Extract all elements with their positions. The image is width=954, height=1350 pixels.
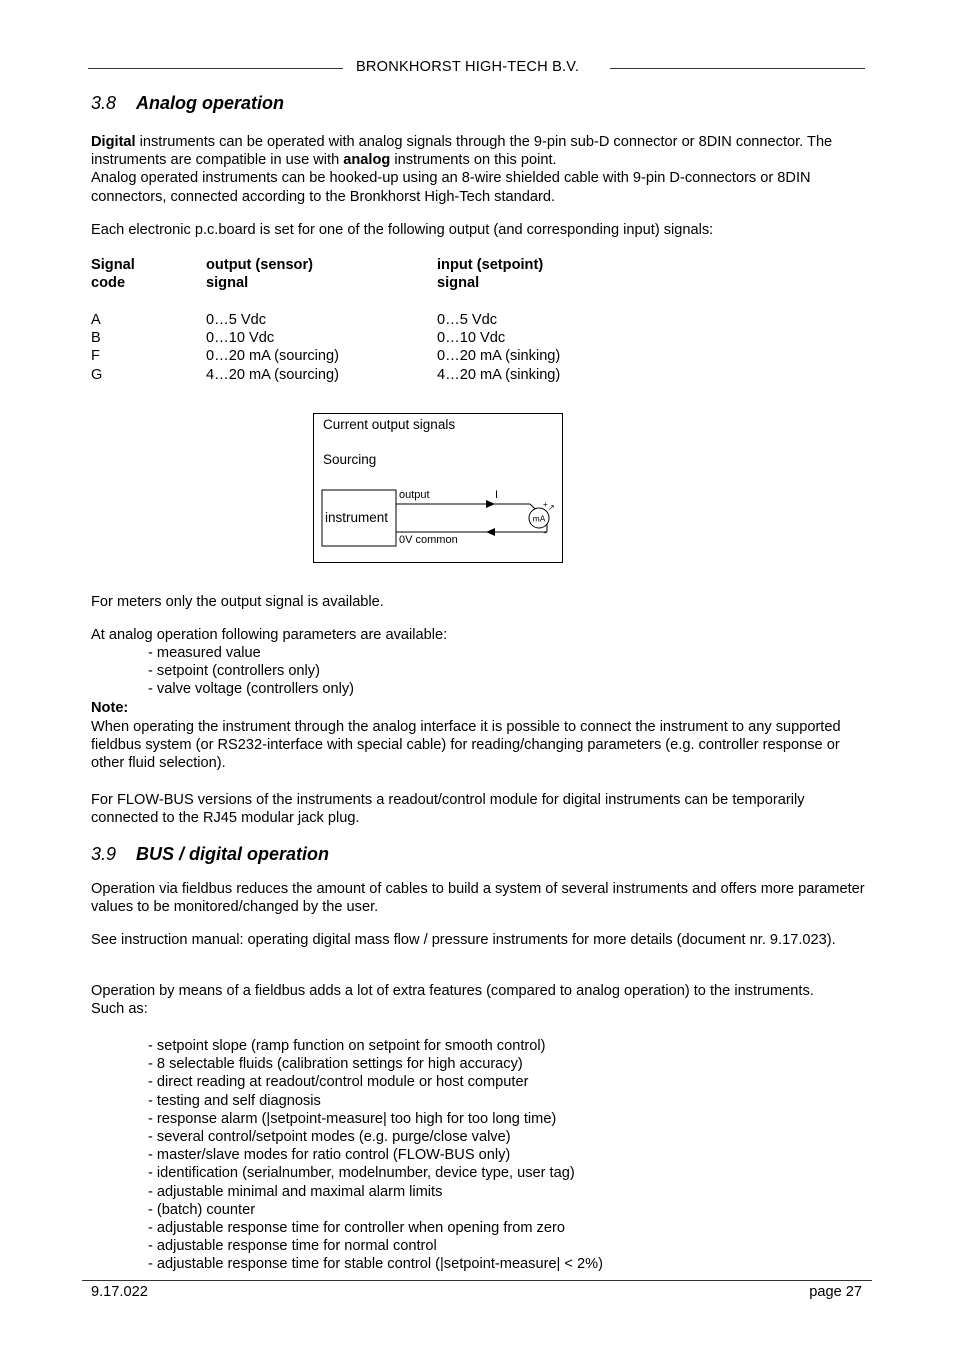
table-cell: 0…20 mA (sinking) bbox=[437, 348, 561, 365]
list-item: - setpoint (controllers only) bbox=[148, 663, 320, 680]
table-cell: B bbox=[91, 330, 101, 347]
table-column-code bbox=[91, 311, 102, 384]
list-item: - setpoint slope (ramp function on setpoint for smooth control) bbox=[148, 1038, 546, 1054]
footer-doc-number: 9.17.022 bbox=[91, 1284, 148, 1300]
table-column-output bbox=[206, 311, 339, 384]
table-cell: 0…5 Vdc bbox=[206, 312, 267, 328]
common-arrow bbox=[486, 528, 495, 536]
header-line: signal bbox=[437, 275, 480, 292]
note-label: Note: bbox=[91, 700, 129, 716]
table-cell: F bbox=[91, 348, 100, 365]
section-title: Analog operation bbox=[136, 93, 284, 113]
table-column-input bbox=[437, 311, 560, 384]
list-item: - master/slave modes for ratio control (FLOW-BUS only) bbox=[148, 1147, 511, 1164]
header-line: input (setpoint) bbox=[437, 257, 544, 273]
current-output-diagram bbox=[313, 413, 563, 563]
minus-sign: - bbox=[544, 528, 547, 537]
table-cell: 0…5 Vdc bbox=[437, 312, 498, 328]
list-item: - adjustable minimal and maximal alarm limits bbox=[148, 1183, 443, 1200]
header-rule-right bbox=[610, 68, 865, 69]
section-heading-3-8 bbox=[91, 92, 284, 114]
table-cell: 0…20 mA (sourcing) bbox=[206, 348, 340, 365]
bold-analog: analog bbox=[343, 152, 391, 169]
features-intro-text: Operation by means of a fieldbus adds a lot of extra features (compared to analog operation) to the instruments. bbox=[91, 983, 814, 999]
table-header-output bbox=[206, 256, 313, 292]
fieldbus-paragraph: Operation via fieldbus reduces the amount of cables to build a system of several instruments and offers more parameter values to be monitored/changed by the user. bbox=[91, 881, 865, 916]
footer-rule bbox=[82, 1280, 872, 1281]
common-label: 0V common bbox=[399, 534, 458, 546]
ammeter-label: mA bbox=[532, 513, 546, 524]
features-intro bbox=[91, 982, 871, 1018]
list-item: - adjustable response time for stable control (|setpoint-measure| < 2%) bbox=[148, 1256, 603, 1273]
header-rule-left bbox=[88, 68, 343, 69]
list-item: - adjustable response time for controller when opening from zero bbox=[148, 1220, 565, 1237]
table-cell: 4…20 mA (sinking) bbox=[437, 366, 561, 383]
plus-sign: + bbox=[543, 500, 548, 509]
list-item: - direct reading at readout/control module or host computer bbox=[148, 1074, 529, 1091]
current-label: I bbox=[495, 489, 499, 501]
diagram-title: Current output signals bbox=[323, 417, 456, 432]
section-number: 3.9 bbox=[91, 844, 117, 864]
list-item: - adjustable response time for normal control bbox=[148, 1238, 437, 1255]
intro-text-3: Analog operated instruments can be hooked-up using an 8-wire shielded cable with 9-pin D-connectors or 8DIN connectors, connected according to the Bronkhorst High-Tech standard. bbox=[91, 170, 811, 205]
list-item: - valve voltage (controllers only) bbox=[148, 681, 355, 698]
header-company: BRONKHORST HIGH-TECH B.V. bbox=[356, 59, 580, 75]
bold-digital: Digital bbox=[91, 134, 136, 150]
feature-list bbox=[148, 1037, 603, 1274]
parameter-list bbox=[148, 644, 354, 699]
table-cell: 4…20 mA (sourcing) bbox=[206, 366, 340, 383]
footer-page-number: page 27 bbox=[809, 1284, 862, 1300]
table-header-code bbox=[91, 256, 135, 292]
analog-intro-paragraph bbox=[91, 133, 871, 206]
diagram-subtitle: Sourcing bbox=[323, 452, 377, 467]
parameters-intro: At analog operation following parameters are available: bbox=[91, 627, 448, 643]
header-line: Signal bbox=[91, 257, 135, 273]
table-cell: 0…10 Vdc bbox=[206, 330, 275, 347]
meters-paragraph: For meters only the output signal is available. bbox=[91, 594, 384, 610]
table-cell: 0…10 Vdc bbox=[437, 330, 506, 347]
section-number: 3.8 bbox=[91, 93, 117, 113]
table-cell: A bbox=[91, 312, 101, 328]
list-item: - measured value bbox=[148, 645, 261, 661]
list-item: - testing and self diagnosis bbox=[148, 1092, 321, 1109]
flowbus-paragraph: For FLOW-BUS versions of the instruments a readout/control module for digital instruments can be temporarily connected to the RJ45 modular jack plug. bbox=[91, 792, 805, 827]
header-line: code bbox=[91, 275, 126, 292]
instrument-label: instrument bbox=[325, 510, 389, 525]
list-item: - response alarm (|setpoint-measure| too high for too long time) bbox=[148, 1110, 557, 1127]
note-text: When operating the instrument through the analog interface it is possible to connect the instrument to any supported fieldbus system (or RS232-interface with special cable) for reading/changing parameters (e.g. controller response or other fluid selection). bbox=[91, 719, 841, 772]
arrow-tick: ↗ bbox=[548, 503, 555, 512]
output-arrow bbox=[486, 500, 495, 508]
header-line: signal bbox=[206, 275, 249, 292]
intro-text-1: instruments can be operated with analog signals through the 9-pin sub-D connector or 8DIN connector. The instruments are compatible in use with bbox=[91, 134, 833, 169]
list-item: - identification (serialnumber, modelnumber, device type, user tag) bbox=[148, 1165, 575, 1182]
list-item: - (batch) counter bbox=[148, 1201, 256, 1218]
section-title: BUS / digital operation bbox=[136, 844, 330, 864]
table-header-input bbox=[437, 256, 543, 292]
list-item: - 8 selectable fluids (calibration settings for high accuracy) bbox=[148, 1056, 523, 1073]
header-line: output (sensor) bbox=[206, 257, 314, 273]
list-item: - several control/setpoint modes (e.g. purge/close valve) bbox=[148, 1129, 511, 1146]
signals-intro-paragraph: Each electronic p.c.board is set for one of the following output (and corresponding input) signals: bbox=[91, 222, 714, 238]
such-as: Such as: bbox=[91, 1001, 148, 1018]
manual-paragraph: See instruction manual: operating digital mass flow / pressure instruments for more details (document nr. 9.17.023). bbox=[91, 932, 836, 948]
intro-text-2: instruments on this point. bbox=[390, 152, 557, 169]
table-cell: G bbox=[91, 366, 103, 383]
section-heading-3-9 bbox=[91, 843, 329, 865]
output-label: output bbox=[399, 489, 430, 501]
